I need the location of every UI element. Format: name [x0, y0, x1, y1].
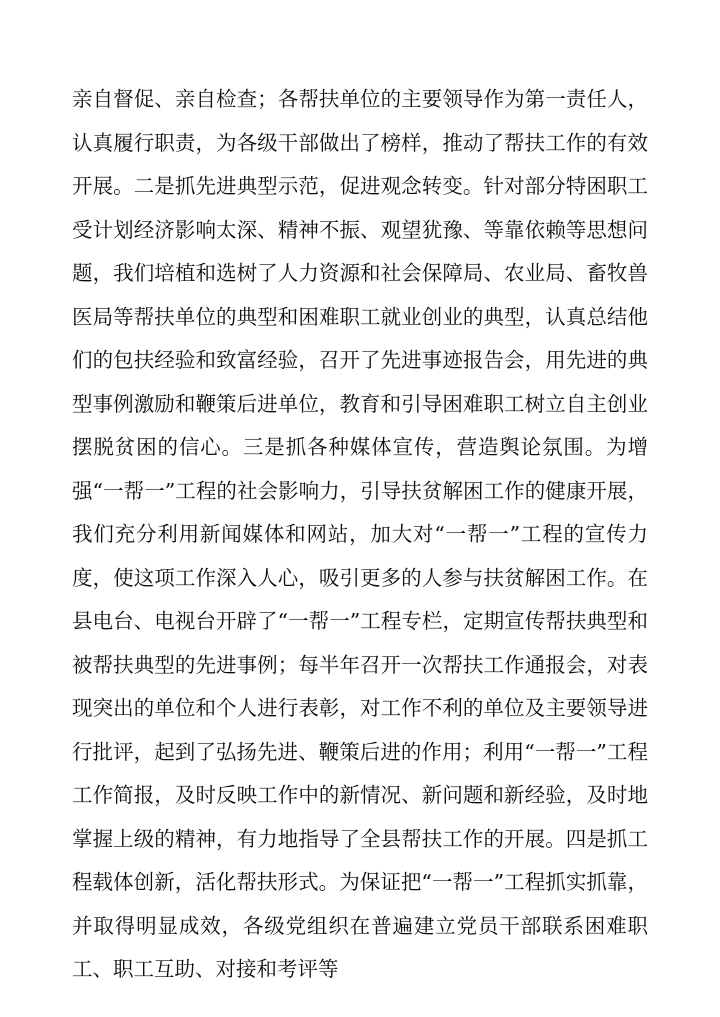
document-body [72, 78, 648, 992]
body-paragraph: 亲自督促、亲自检查；各帮扶单位的主要领导作为第一责任人，认真履行职责，为各级干部做出了榜样，推动了帮扶工作的有效开展。二是抓先进典型示范，促进观念转变。针对部分特困职工受计划经济影响太深、精神不振、观望犹豫、等靠依赖等思想问题，我们培植和选树了人力资源和社会保障局、农业局、畜牧兽医局等帮扶单位的典型和困难职工就业创业的典型，认真总结他们的包扶经验和致富经验，召开了先进事迹报告会，用先进的典型事例激励和鞭策后进单位，教育和引导困难职工树立自主创业摆脱贫困的信心。三是抓各种媒体宣传，营造舆论氛围。为增强“一帮一”工程的社会影响力，引导扶贫解困工作的健康开展，我们充分利用新闻媒体和网站，加大对“一帮一”工程的宣传力度，使这项工作深入人心，吸引更多的人参与扶贫解困工作。在县电台、电视台开辟了“一帮一”工程专栏，定期宣传帮扶典型和被帮扶典型的先进事例；每半年召开一次帮扶工作通报会，对表现突出的单位和个人进行表彰，对工作不利的单位及主要领导进行批评，起到了弘扬先进、鞭策后进的作用；利用“一帮一”工程工作简报，及时反映工作中的新情况、新问题和新经验，及时地掌握上级的精神，有力地指导了全县帮扶工作的开展。四是抓工程载体创新，活化帮扶形式。为保证把“一帮一”工程抓实抓靠，并取得明显成效，各级党组织在普遍建立党员干部联系困难职工、职工互助、对接和考评等 [72, 87, 648, 981]
